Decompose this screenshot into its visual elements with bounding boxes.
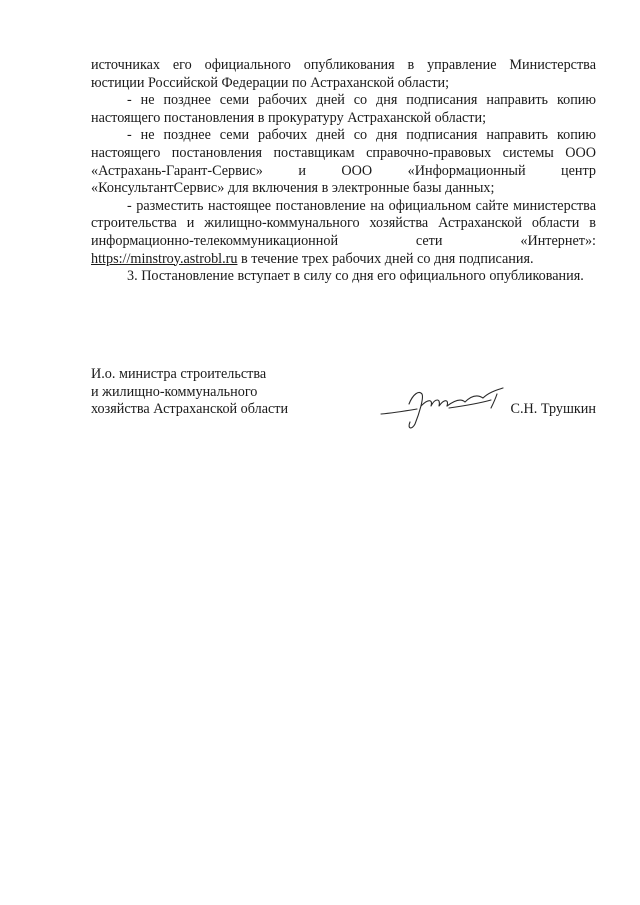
ministry-website-link[interactable]: https://minstroy.astrobl.ru [91,250,238,267]
website-paragraph-text-after: в течение трех рабочих дней со дня подписания. [237,250,534,267]
paragraph-publication-sources: источниках его официального опубликования в управление Министерства юстиции Российской Федерации по Астраханской области; [91,57,596,91]
paragraph-legal-systems-copy: - не позднее семи рабочих дней со дня подписания направить копию настоящего постановления поставщикам справочно-правовых системы ООО «Астрахань-Гарант-Сервис» и ООО «Информационный центр «КонсультантСервис» для включения в электронные базы данных; [91,127,596,197]
signatory-title-line: хозяйства Астраханской области [91,401,289,418]
document-body [91,57,596,286]
paragraph-website-publication [91,198,596,268]
signatory-title-line: И.о. министра строительства [91,366,267,382]
paragraph-prosecutor-copy: - не позднее семи рабочих дней со дня подписания направить копию настоящего постановления в прокуратуру Астраханской области; [91,92,596,126]
handwritten-signature [379,384,509,432]
website-paragraph-text-before: - разместить настоящее постановление на официальном сайте министерства строительства и жилищно-коммунального хозяйства Астраханской области в информационно-телекоммуникационной сети «Интернет»: [91,197,596,249]
paragraph-entry-into-force: 3. Постановление вступает в силу со дня его официального опубликования. [127,268,584,285]
signatory-title [91,366,331,419]
signatory-title-line: и жилищно-коммунального [91,383,258,400]
signatory-name: С.Н. Трушкин [510,401,596,417]
signature-block [91,366,596,436]
